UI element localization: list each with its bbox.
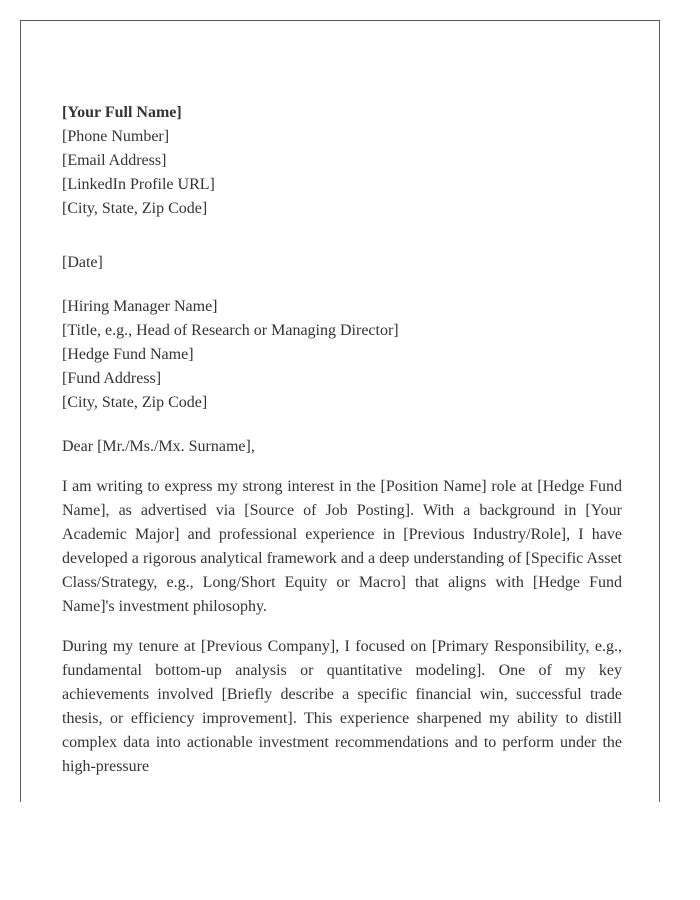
letter-body: [62, 101, 622, 779]
recipient-city: [City, State, Zip Code]: [62, 394, 208, 411]
body-paragraph-1: I am writing to express my strong interest in the [Position Name] role at [Hedge Fund Name], as advertised via [Source of Job Posting]. With a background in [Your Academic Major] and professional experience in [Previous Industry/Role], I have developed a rigorous analytical framework and a deep understanding of [Specific Asset Class/Strategy, e.g., Long/Short Equity or Macro] that aligns with [Hedge Fund Name]'s investment philosophy.: [62, 478, 622, 615]
sender-email: [Email Address]: [62, 152, 167, 169]
sender-name: [Your Full Name]: [62, 104, 182, 121]
recipient-title: [Title, e.g., Head of Research or Managing Director]: [62, 322, 399, 339]
letter-page: [20, 20, 660, 802]
sender-linkedin: [LinkedIn Profile URL]: [62, 176, 215, 193]
sender-phone: [Phone Number]: [62, 128, 170, 145]
sender-block: [62, 101, 622, 221]
recipient-name: [Hiring Manager Name]: [62, 298, 218, 315]
recipient-address: [Fund Address]: [62, 370, 162, 387]
body-paragraph-2: During my tenure at [Previous Company], I focused on [Primary Responsibility, e.g., fundamental bottom-up analysis or quantitative modeling]. One of my key achievements involved [Briefly describe a specific financial win, successful trade thesis, or efficiency improvement]. This experience sharpened my ability to distill complex data into actionable investment recommendations and to perform under the high-pressure: [62, 638, 622, 775]
salutation: Dear [Mr./Ms./Mx. Surname],: [62, 438, 255, 455]
recipient-fund: [Hedge Fund Name]: [62, 346, 194, 363]
sender-city: [City, State, Zip Code]: [62, 200, 208, 217]
letter-date: [Date]: [62, 254, 103, 271]
recipient-block: [62, 295, 622, 415]
